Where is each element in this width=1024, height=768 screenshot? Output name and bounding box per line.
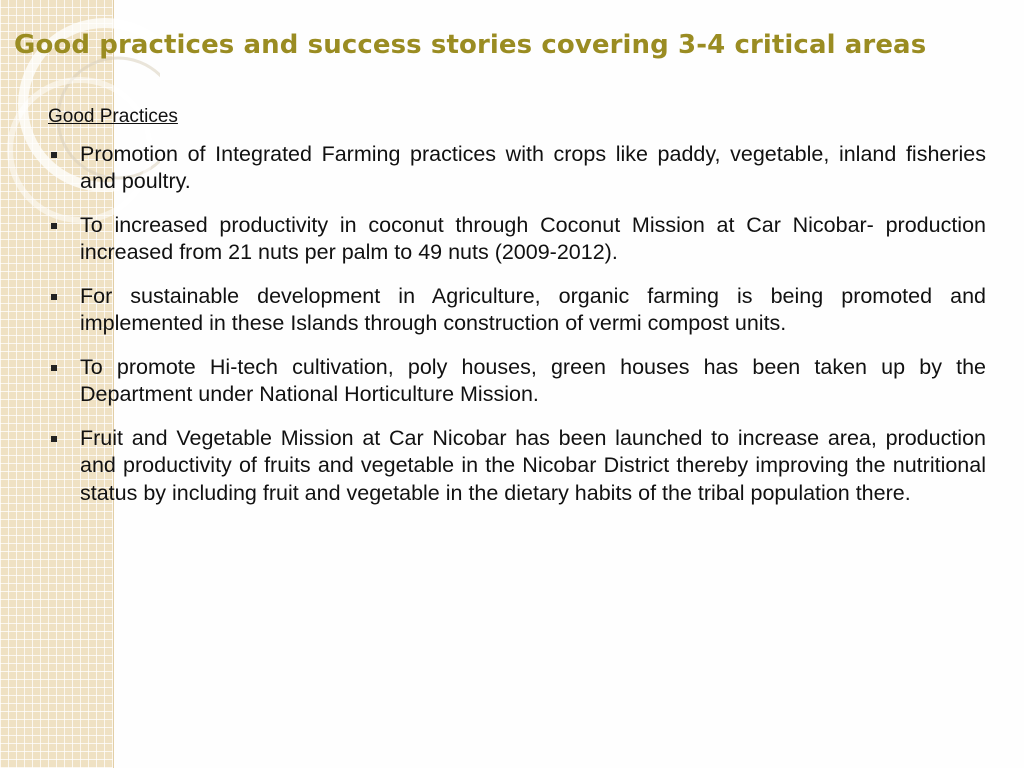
bullet-text: Promotion of Integrated Farming practices with crops like paddy, vegetable, inland fisheries and poultry. xyxy=(80,141,986,193)
bullet-item xyxy=(48,283,986,338)
bullet-text: Fruit and Vegetable Mission at Car Nicobar has been launched to increase area, production and productivity of fruits and vegetable in the Nicobar District thereby improving the nutritional status by including fruit and vegetable in the dietary habits of the tribal population there. xyxy=(80,425,986,505)
square-bullet-icon xyxy=(51,294,57,300)
bullet-item xyxy=(48,212,986,267)
slide-content xyxy=(48,103,986,523)
slide-title: Good practices and success stories covering 3-4 critical areas xyxy=(14,30,927,60)
bullet-text: To increased productivity in coconut through Coconut Mission at Car Nicobar- production increased from 21 nuts per palm to 49 nuts (2009-2012). xyxy=(80,212,986,264)
section-subheading: Good Practices xyxy=(48,106,178,127)
bullet-list xyxy=(48,141,986,508)
bullet-item xyxy=(48,141,986,196)
bullet-text: To promote Hi-tech cultivation, poly houses, green houses has been taken up by the Department under National Horticulture Mission. xyxy=(80,354,986,406)
square-bullet-icon xyxy=(51,152,57,158)
bullet-text: For sustainable development in Agriculture, organic farming is being promoted and implemented in these Islands through construction of vermi compost units. xyxy=(80,283,986,335)
bullet-item xyxy=(48,425,986,508)
bullet-item xyxy=(48,354,986,409)
square-bullet-icon xyxy=(51,223,57,229)
square-bullet-icon xyxy=(51,436,57,442)
square-bullet-icon xyxy=(51,365,57,371)
